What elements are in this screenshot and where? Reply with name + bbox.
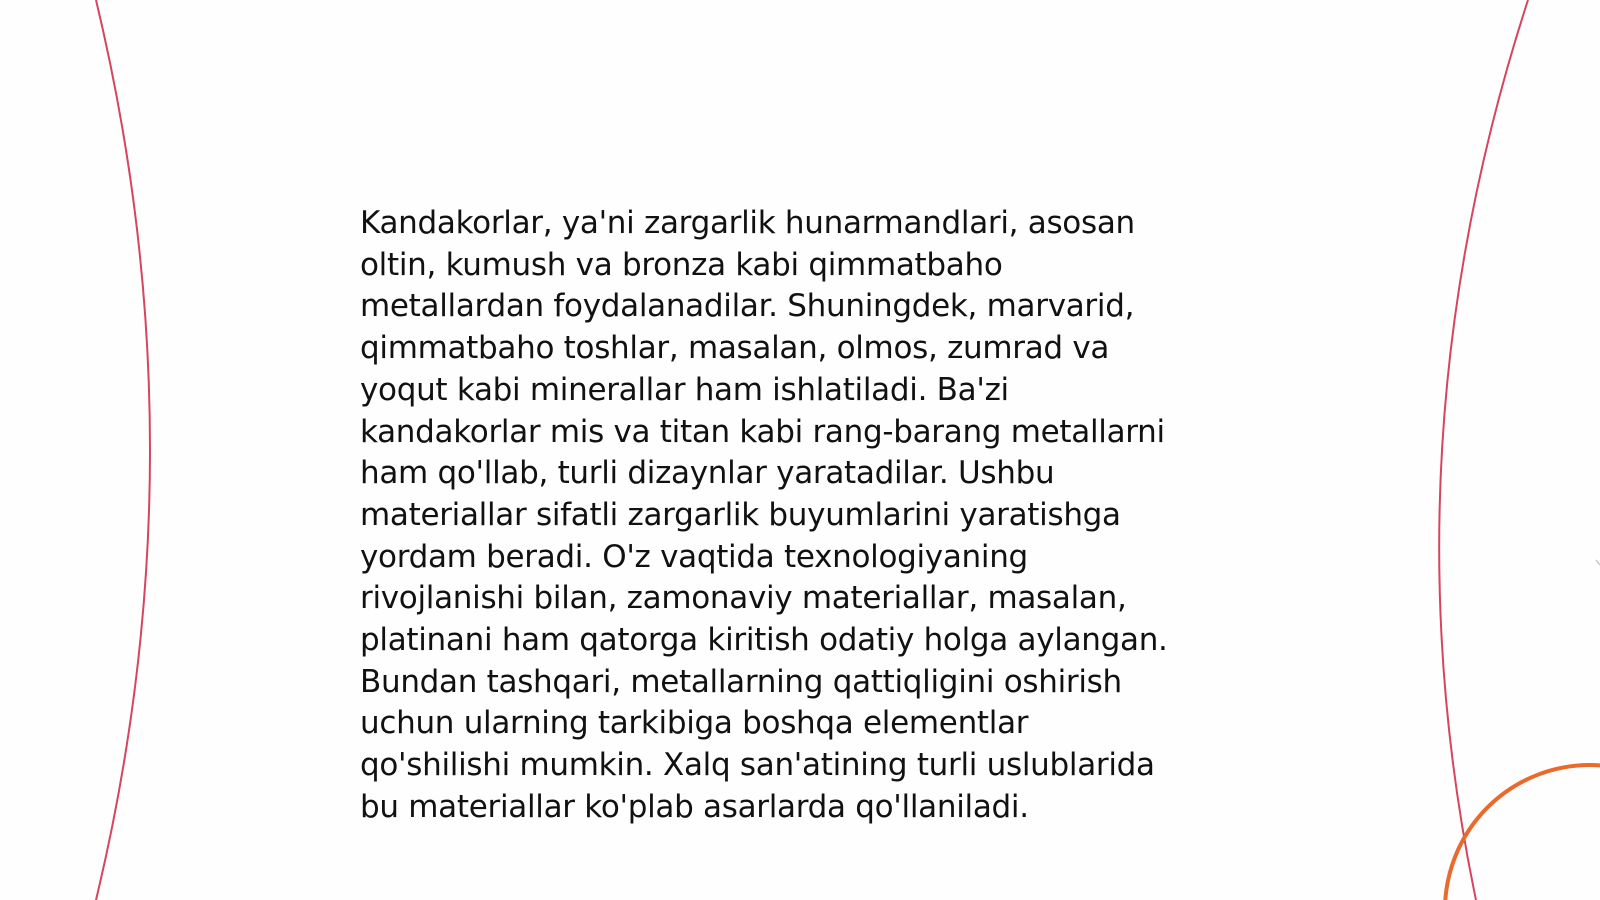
- body-paragraph: Kandakorlar, ya'ni zargarlik hunarmandlari, asosan oltin, kumush va bronza kabi qimmatbaho metallardan foydalanadilar. Shuningdek, marvarid, qimmatbaho toshlar, masalan, olmos, zumrad va yoqut kabi minerallar ham ishlatiladi. Ba'zi kandakorlar mis va titan kabi rang-barang metallarni ham qo'llab, turli dizaynlar yaratadilar. Ushbu materiallar sifatli zargarlik buyumlarini yaratishga yordam beradi. O'z vaqtida texnologiyaning rivojlanishi bilan, zamonaviy materiallar, masalan, platinani ham qatorga kiritish odatiy holga aylangan. Bundan tashqari, metallarning qattiqligini oshirish uchun ularning tarkibiga boshqa elementlar qo'shilishi mumkin. Xalq san'atining turli uslublarida bu materiallar ko'plab asarlarda qo'llaniladi.: [360, 205, 1168, 825]
- right-curve-line: [1439, 0, 1528, 900]
- orange-accent-arc: [1445, 765, 1600, 900]
- left-curve-line: [96, 0, 150, 900]
- right-edge-tick: [1596, 560, 1600, 565]
